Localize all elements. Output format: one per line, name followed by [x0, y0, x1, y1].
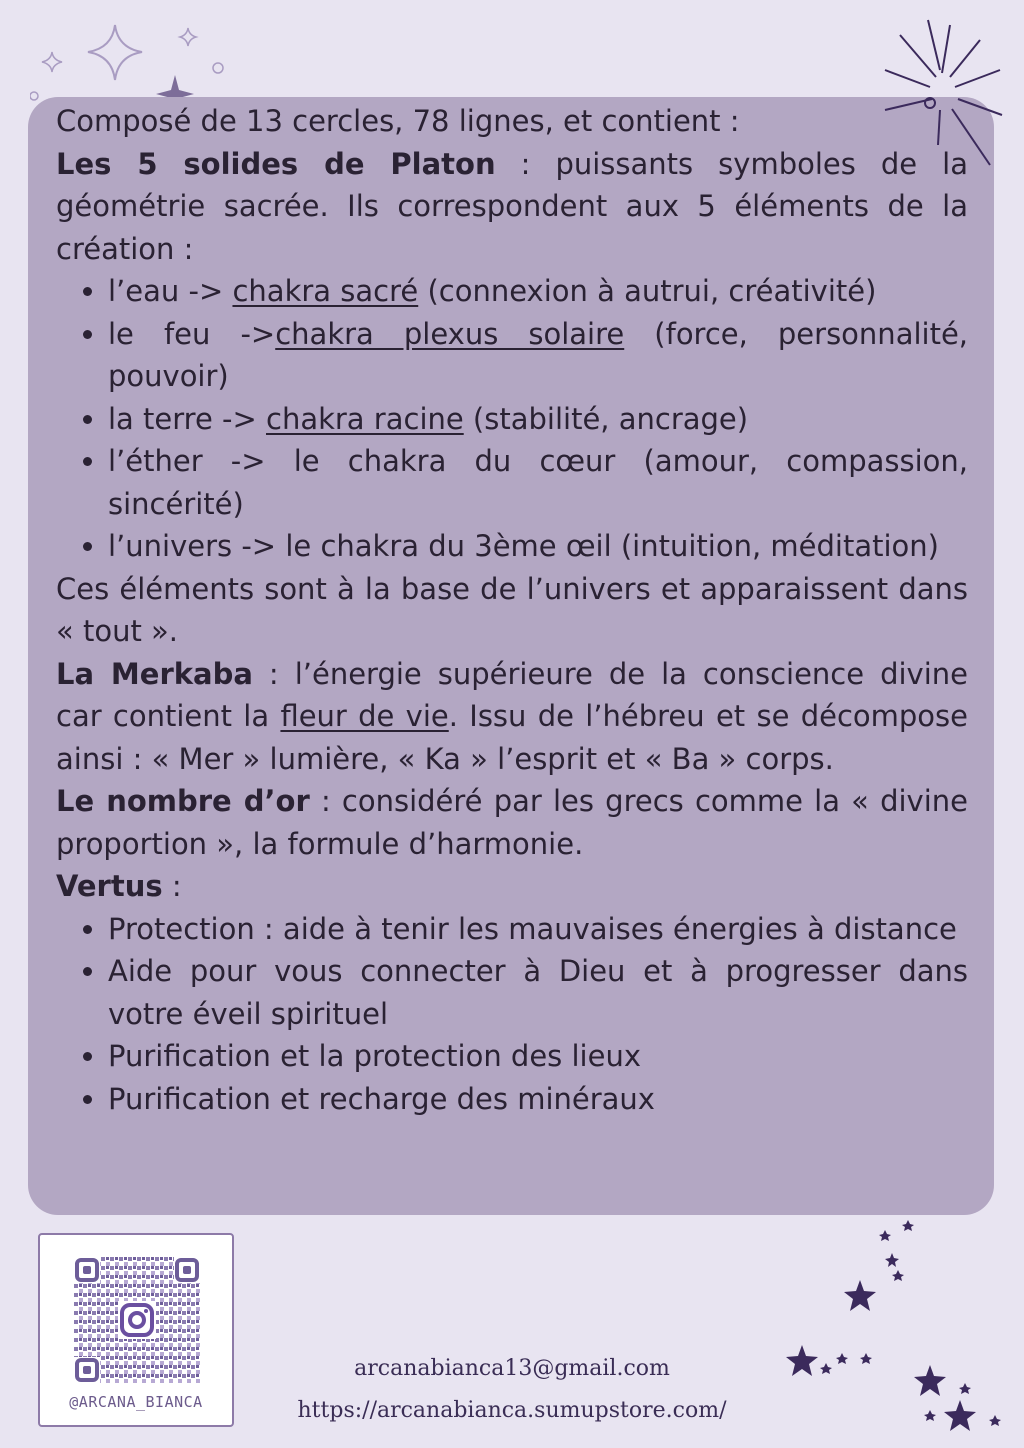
star-icon	[914, 1365, 946, 1396]
vertus-list	[56, 908, 968, 1121]
circle-icon	[213, 63, 223, 73]
list-item: • le feu ->chakra plexus solaire (force, personnalité, pouvoir)	[108, 313, 968, 398]
list-item: • l’eau -> chakra sacré (connexion à autrui, créativité)	[108, 270, 968, 313]
vertus-title: Vertus	[56, 869, 163, 903]
sparkle-icon	[88, 25, 142, 80]
list-item: • Purification et la protection des lieux	[108, 1035, 968, 1078]
instagram-handle: @ARCANA_BIANCA	[69, 1393, 203, 1411]
link-fleur-de-vie[interactable]: fleur de vie	[280, 699, 449, 733]
star-icon	[879, 1230, 891, 1241]
list-item: • la terre -> chakra racine (stabilité, ancrage)	[108, 398, 968, 441]
merkaba-title: La Merkaba	[56, 656, 253, 691]
sparkle-icon	[42, 52, 62, 72]
platon-title: Les 5 solides de Platon	[56, 146, 496, 181]
list-item: • Protection : aide à tenir les mauvaises énergies à distance	[108, 908, 968, 951]
constellation-decoration	[780, 1215, 1020, 1445]
nombre-or-paragraph: Le nombre d’or : considéré par les grecs comme la « divine proportion », la formule d’harmonie.	[56, 784, 968, 861]
star-icon	[944, 1400, 976, 1431]
star-icon	[885, 1253, 899, 1267]
star-icon	[892, 1270, 904, 1281]
star-icon	[924, 1410, 936, 1421]
platon-paragraph	[56, 143, 968, 271]
vertus-heading: Vertus :	[56, 869, 182, 903]
star-icon	[860, 1353, 872, 1364]
star-icon	[786, 1345, 818, 1376]
list-item: • Aide pour vous connecter à Dieu et à progresser dans votre éveil spirituel	[108, 950, 968, 1035]
star-icon	[959, 1383, 971, 1394]
star-icon	[902, 1220, 914, 1231]
merkaba-paragraph: La Merkaba : l’énergie supérieure de la conscience divine car contient la fleur de vie. Issu de l’hébreu et se décompose ainsi : « Mer » lumière, « Ka » l’esprit et « Ba » corps.	[56, 656, 968, 776]
star-icon	[989, 1415, 1001, 1426]
main-text	[56, 100, 968, 1120]
list-item: • l’éther -> le chakra du cœur (amour, compassion, sincérité)	[108, 440, 968, 525]
link-chakra-sacre[interactable]: chakra sacré	[232, 274, 419, 308]
star-icon	[836, 1353, 848, 1364]
platon-list	[56, 270, 968, 568]
list-item: • l’univers -> le chakra du 3ème œil (intuition, méditation)	[108, 525, 968, 568]
list-item: • Purification et recharge des minéraux	[108, 1078, 968, 1121]
star-icon	[844, 1280, 876, 1311]
intro-text: Composé de 13 cercles, 78 lignes, et contient :	[56, 104, 740, 138]
sparkle-icon	[180, 28, 196, 46]
store-url[interactable]: https://arcanabianca.sumupstore.com/	[297, 1398, 727, 1423]
nombre-or-title: Le nombre d’or	[56, 784, 310, 818]
contact-email[interactable]: arcanabianca13@gmail.com	[354, 1356, 670, 1381]
link-chakra-plexus-solaire[interactable]: chakra plexus solaire	[275, 316, 625, 351]
elements-text: Ces éléments sont à la base de l’univers et apparaissent dans « tout ».	[56, 571, 968, 648]
star-icon	[820, 1363, 832, 1374]
link-chakra-racine[interactable]: chakra racine	[266, 401, 464, 436]
platon-text: : puissants symboles de la géométrie sacrée. Ils correspondent aux 5 éléments de la création :	[56, 146, 968, 266]
circle-icon	[30, 92, 38, 100]
